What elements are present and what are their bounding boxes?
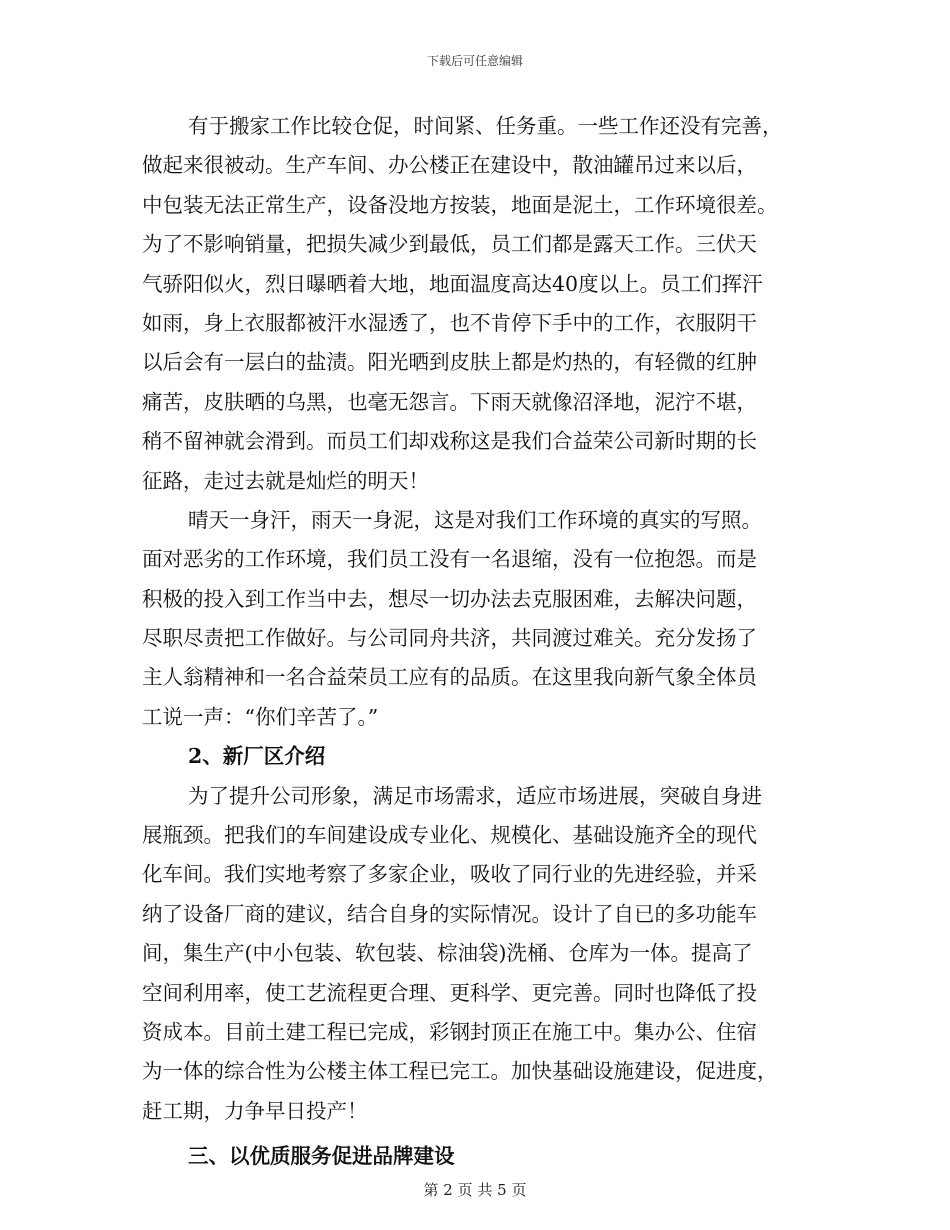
text-line: 化车间。我们实地考察了多家企业，吸收了同行业的先进经验，并采 xyxy=(142,862,757,887)
text-line: 为了不影响销量，把损失减少到最低，员工们都是露天工作。三伏天 xyxy=(142,232,757,257)
text-line: 为一体的综合性为公楼主体工程已完工。加快基础设施建设，促进度， xyxy=(142,1059,778,1084)
text-line: 面对恶劣的工作环境，我们员工没有一名退缩，没有一位抱怨。而是 xyxy=(142,547,757,572)
page-footer: 第 2 页 共 5 页 xyxy=(423,1181,527,1199)
text-line: 主人翁精神和一名合益荣员工应有的品质。在这里我向新气象全体员 xyxy=(142,665,757,690)
text-line: 有于搬家工作比较仓促，时间紧、任务重。一些工作还没有完善， xyxy=(188,114,783,138)
text-line: 以后会有一层白的盐渍。阳光晒到皮肤上都是灼热的，有轻微的红肿 xyxy=(142,350,757,375)
text-line: 稍不留神就会滑到。而员工们却戏称这是我们合益荣公司新时期的长 xyxy=(142,429,757,454)
text-line: 赶工期，力争早日投产！ xyxy=(142,1098,368,1123)
text-line: 如雨，身上衣服都被汗水湿透了，也不肯停下手中的工作，衣服阴干 xyxy=(142,310,757,335)
text-line: 展瓶颈。把我们的车间建设成专业化、规模化、基础设施齐全的现代 xyxy=(142,823,757,848)
text-line: 晴天一身汗，雨天一身泥，这是对我们工作环境的真实的写照。 xyxy=(188,507,762,532)
document-body xyxy=(142,107,808,1177)
page-header: 下载后可任意编辑 xyxy=(426,54,523,68)
text-line: 积极的投入到工作当中去，想尽一切办法去克服困难，去解决问题， xyxy=(142,586,757,611)
text-line: 纳了设备厂商的建议，结合自身的实际情况。设计了自已的多功能车 xyxy=(142,901,757,926)
section-heading: 三、以优质服务促进品牌建设 xyxy=(188,1144,455,1169)
text-line: 空间利用率，使工艺流程更合理、更科学、更完善。同时也降低了投 xyxy=(142,980,757,1005)
text-line: 中包装无法正常生产，设备没地方按装，地面是泥土，工作环境很差。 xyxy=(142,192,778,217)
text-line: 工说一声：“你们辛苦了。” xyxy=(142,704,379,729)
text-line: 做起来很被动。生产车间、办公楼正在建设中，散油罐吊过来以后， xyxy=(142,153,757,178)
text-line: 征路，走过去就是灿烂的明天！ xyxy=(142,468,429,493)
text-line: 气骄阳似火，烈日曝晒着大地，地面温度高达40度以上。员工们挥汗 xyxy=(142,271,763,296)
text-line: 为了提升公司形象，满足市场需求，适应市场进展，突破自身进 xyxy=(188,783,762,808)
text-line: 资成本。目前土建工程已完成，彩钢封顶正在施工中。集办公、住宿 xyxy=(142,1019,757,1044)
text-line: 间，集生产(中小包装、软包装、棕油袋)洗桶、仓库为一体。提高了 xyxy=(142,941,753,966)
text-line: 尽职尽责把工作做好。与公司同舟共济，共同渡过难关。充分发扬了 xyxy=(142,626,757,651)
section-heading: 2、新厂区介绍 xyxy=(188,744,326,769)
text-line: 痛苦，皮肤晒的乌黑，也毫无怨言。下雨天就像沼泽地，泥泞不堪， xyxy=(142,389,757,414)
